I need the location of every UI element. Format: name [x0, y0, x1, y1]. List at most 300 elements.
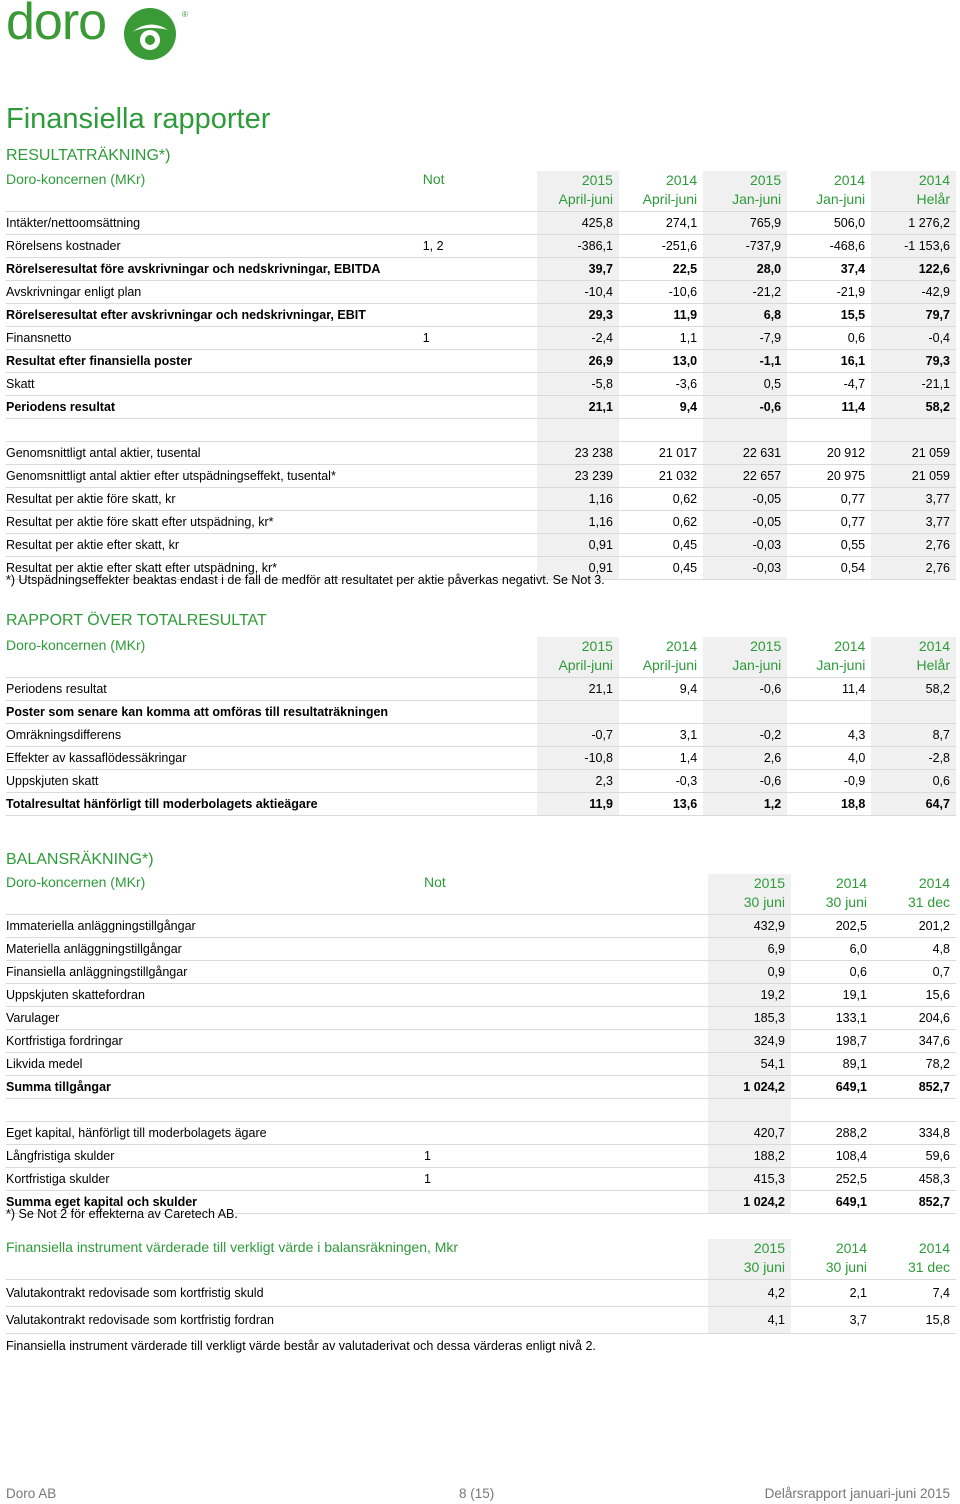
column-period: Jan-juni [816, 191, 866, 207]
table-row [6, 1145, 956, 1168]
value-cell: 13,0 [619, 350, 703, 373]
value-cell: 22,5 [619, 258, 703, 281]
row-not [423, 258, 537, 281]
value-cell: 4,3 [787, 724, 871, 747]
value-cell: 79,3 [871, 350, 956, 373]
row-label: Omräkningsdifferens [6, 724, 537, 747]
column-header-not: Not [424, 874, 708, 915]
value-cell: 4,8 [873, 938, 956, 961]
value-cell: 21,1 [537, 678, 619, 701]
page-title: Finansiella rapporter [6, 103, 271, 135]
row-not [423, 373, 537, 396]
column-header-label: Finansiella instrument värderade till verkligt värde i balansräkningen, Mkr [6, 1239, 708, 1280]
spacer-cell [787, 419, 871, 442]
row-label: Periodens resultat [6, 678, 537, 701]
row-label: Finansnetto [6, 327, 423, 350]
value-cell: 852,7 [873, 1076, 956, 1099]
row-not [424, 1191, 708, 1214]
value-cell: 3,1 [619, 724, 703, 747]
row-label: Eget kapital, hänförligt till moderbolagets ägare [6, 1122, 424, 1145]
table-row [6, 465, 956, 488]
value-cell: 21 059 [871, 465, 956, 488]
column-period: Jan-juni [732, 191, 782, 207]
column-year: 2015 [749, 172, 782, 188]
value-cell: 6,0 [791, 938, 873, 961]
value-cell: 202,5 [791, 915, 873, 938]
column-header [871, 637, 956, 678]
value-cell: 18,8 [787, 793, 871, 816]
column-year: 2014 [835, 875, 867, 891]
value-cell: 11,4 [787, 396, 871, 419]
value-cell: 7,4 [873, 1280, 956, 1307]
value-cell: 0,7 [873, 961, 956, 984]
row-not [423, 511, 537, 534]
value-cell: 13,6 [619, 793, 703, 816]
row-label: Immateriella anläggningstillgångar [6, 915, 424, 938]
table-row [6, 678, 956, 701]
table-row [6, 961, 956, 984]
row-label: Avskrivningar enligt plan [6, 281, 423, 304]
value-cell: 1,16 [537, 511, 619, 534]
value-cell: 11,4 [787, 678, 871, 701]
value-cell: 20 975 [787, 465, 871, 488]
financial-instruments-table [6, 1239, 956, 1334]
row-not: 1 [424, 1168, 708, 1191]
value-cell: 89,1 [791, 1053, 873, 1076]
table-row [6, 770, 956, 793]
column-header [873, 1239, 956, 1280]
table-row [6, 1076, 956, 1099]
row-label: Långfristiga skulder [6, 1145, 424, 1168]
column-period: 31 dec [907, 894, 950, 910]
value-cell: -21,1 [871, 373, 956, 396]
table-header-row [6, 171, 956, 212]
row-not [423, 534, 537, 557]
value-cell: 347,6 [873, 1030, 956, 1053]
value-cell: 274,1 [619, 212, 703, 235]
table-header-row [6, 637, 956, 678]
value-cell: 37,4 [787, 258, 871, 281]
value-cell: -10,4 [537, 281, 619, 304]
spacer-row [6, 419, 956, 442]
value-cell: 29,3 [537, 304, 619, 327]
total-result-title: RAPPORT ÖVER TOTALRESULTAT [6, 612, 267, 629]
row-not [424, 1030, 708, 1053]
spacer-cell [6, 419, 423, 442]
instruments-footnote: Finansiella instrument värderade till verkligt värde består av valutaderivat och dessa värderas enligt nivå 2. [6, 1339, 596, 1353]
row-not [424, 1007, 708, 1030]
value-cell: 458,3 [873, 1168, 956, 1191]
column-year: 2014 [835, 1240, 867, 1256]
spacer-row [6, 1099, 956, 1122]
table-row [6, 1122, 956, 1145]
value-cell: 9,4 [619, 396, 703, 419]
value-cell: 0,77 [787, 488, 871, 511]
column-year: 2015 [750, 638, 782, 654]
value-cell: 201,2 [873, 915, 956, 938]
table-row [6, 793, 956, 816]
table-row [6, 1280, 956, 1307]
table-header-row [6, 1239, 956, 1280]
value-cell: -0,03 [703, 557, 787, 580]
value-cell: 4,1 [708, 1307, 791, 1334]
value-cell [703, 701, 787, 724]
value-cell: -0,6 [703, 396, 787, 419]
row-label: Intäkter/nettoomsättning [6, 212, 423, 235]
column-period: April-juni [558, 657, 613, 673]
value-cell: 79,7 [871, 304, 956, 327]
value-cell: 23 238 [537, 442, 619, 465]
value-cell: 21,1 [537, 396, 619, 419]
table-header-row [6, 874, 956, 915]
column-header [537, 171, 619, 212]
row-label: Periodens resultat [6, 396, 423, 419]
income-statement-title: RESULTATRÄKNING*) [6, 147, 171, 164]
value-cell: -2,8 [871, 747, 956, 770]
value-cell: 649,1 [791, 1076, 873, 1099]
row-label: Rörelsens kostnader [6, 235, 423, 258]
row-not [424, 915, 708, 938]
value-cell: 22 631 [703, 442, 787, 465]
value-cell: 59,6 [873, 1145, 956, 1168]
column-year: 2014 [918, 1240, 950, 1256]
value-cell: -0,3 [619, 770, 703, 793]
row-not [423, 396, 537, 419]
value-cell [537, 701, 619, 724]
value-cell: 11,9 [537, 793, 619, 816]
column-year: 2015 [753, 1240, 785, 1256]
value-cell: 15,8 [873, 1307, 956, 1334]
value-cell: 204,6 [873, 1007, 956, 1030]
row-label: Totalresultat hänförligt till moderbolagets aktieägare [6, 793, 537, 816]
row-label: Finansiella anläggningstillgångar [6, 961, 424, 984]
row-label: Genomsnittligt antal aktier, tusental [6, 442, 423, 465]
table-row [6, 938, 956, 961]
table-row [6, 747, 956, 770]
row-label: Skatt [6, 373, 423, 396]
table-row [6, 1007, 956, 1030]
row-not [424, 1122, 708, 1145]
value-cell: -5,8 [537, 373, 619, 396]
column-year: 2014 [918, 875, 950, 891]
value-cell: 0,6 [791, 961, 873, 984]
column-header [619, 637, 703, 678]
value-cell: 188,2 [708, 1145, 791, 1168]
balance-sheet-table [6, 874, 956, 1214]
column-header [873, 874, 956, 915]
column-year: 2014 [665, 172, 698, 188]
value-cell: -0,2 [703, 724, 787, 747]
value-cell: 19,2 [708, 984, 791, 1007]
value-cell: -7,9 [703, 327, 787, 350]
row-not: 1 [423, 327, 537, 350]
footer-company: Doro AB [6, 1486, 57, 1501]
value-cell: -737,9 [703, 235, 787, 258]
value-cell: 23 239 [537, 465, 619, 488]
footer-report-name: Delårsrapport januari-juni 2015 [764, 1486, 950, 1501]
value-cell: 21 032 [619, 465, 703, 488]
value-cell: 22 657 [703, 465, 787, 488]
column-period: Jan-juni [732, 657, 782, 673]
table-row [6, 915, 956, 938]
value-cell: 133,1 [791, 1007, 873, 1030]
value-cell: 2,1 [791, 1280, 873, 1307]
total-result-table [6, 637, 956, 816]
value-cell: 78,2 [873, 1053, 956, 1076]
row-not [423, 212, 537, 235]
doro-symbol-icon [122, 6, 178, 62]
value-cell: 2,76 [871, 557, 956, 580]
value-cell: -21,2 [703, 281, 787, 304]
row-not [423, 350, 537, 373]
table-row [6, 534, 956, 557]
column-period: Helår [916, 657, 950, 673]
row-not [423, 281, 537, 304]
value-cell [871, 701, 956, 724]
column-header [708, 874, 791, 915]
value-cell: 39,7 [537, 258, 619, 281]
value-cell: 20 912 [787, 442, 871, 465]
value-cell: 0,91 [537, 534, 619, 557]
column-header [619, 171, 703, 212]
row-label: Valutakontrakt redovisade som kortfristig skuld [6, 1280, 708, 1307]
value-cell: 852,7 [873, 1191, 956, 1214]
value-cell: 54,1 [708, 1053, 791, 1076]
value-cell: 9,4 [619, 678, 703, 701]
column-year: 2014 [918, 172, 950, 188]
row-label: Genomsnittligt antal aktier efter utspädningseffekt, tusental* [6, 465, 423, 488]
value-cell: 3,77 [871, 488, 956, 511]
value-cell: -1,1 [703, 350, 787, 373]
value-cell: 0,55 [787, 534, 871, 557]
value-cell: -21,9 [787, 281, 871, 304]
value-cell: 1,1 [619, 327, 703, 350]
value-cell: 3,7 [791, 1307, 873, 1334]
table-row [6, 442, 956, 465]
table-row [6, 1307, 956, 1334]
table-row [6, 235, 956, 258]
column-year: 2015 [753, 875, 785, 891]
value-cell: 432,9 [708, 915, 791, 938]
value-cell: 2,76 [871, 534, 956, 557]
row-label: Resultat per aktie efter skatt, kr [6, 534, 423, 557]
spacer-cell [423, 419, 537, 442]
value-cell: 334,8 [873, 1122, 956, 1145]
row-not [423, 465, 537, 488]
value-cell: 2,6 [703, 747, 787, 770]
column-period: 30 juni [825, 1259, 867, 1275]
value-cell: 3,77 [871, 511, 956, 534]
column-header-label: Doro-koncernen (MKr) [6, 874, 424, 915]
value-cell: 122,6 [871, 258, 956, 281]
spacer-cell [791, 1099, 873, 1122]
column-year: 2015 [581, 172, 613, 188]
value-cell: 0,54 [787, 557, 871, 580]
value-cell: -468,6 [787, 235, 871, 258]
row-label: Effekter av kassaflödessäkringar [6, 747, 537, 770]
value-cell: 185,3 [708, 1007, 791, 1030]
value-cell: -386,1 [537, 235, 619, 258]
value-cell [619, 701, 703, 724]
spacer-cell [703, 419, 787, 442]
value-cell: 0,45 [619, 557, 703, 580]
row-label: Kortfristiga fordringar [6, 1030, 424, 1053]
value-cell: -4,7 [787, 373, 871, 396]
column-period: 30 juni [743, 1259, 785, 1275]
row-label: Summa eget kapital och skulder [6, 1191, 424, 1214]
row-label: Valutakontrakt redovisade som kortfristig fordran [6, 1307, 708, 1334]
table-row [6, 327, 956, 350]
row-not: 1 [424, 1145, 708, 1168]
column-header-label: Doro-koncernen (MKr) [6, 171, 423, 212]
value-cell: -0,7 [537, 724, 619, 747]
row-label: Resultat efter finansiella poster [6, 350, 423, 373]
value-cell: 1,2 [703, 793, 787, 816]
value-cell: 8,7 [871, 724, 956, 747]
table-row [6, 984, 956, 1007]
balance-sheet-title: BALANSRÄKNING*) [6, 851, 154, 868]
column-header [791, 1239, 873, 1280]
column-header-not: Not [423, 171, 537, 212]
value-cell: 4,2 [708, 1280, 791, 1307]
column-period: Helår [916, 191, 950, 207]
value-cell: 21 059 [871, 442, 956, 465]
column-period: April-juni [642, 191, 698, 207]
table-row [6, 350, 956, 373]
row-label: Likvida medel [6, 1053, 424, 1076]
value-cell: -0,05 [703, 488, 787, 511]
value-cell: 1 024,2 [708, 1076, 791, 1099]
spacer-cell [6, 1099, 424, 1122]
column-header [708, 1239, 791, 1280]
footer-page-number: 8 (15) [459, 1486, 495, 1501]
row-not [424, 1076, 708, 1099]
column-period: April-juni [642, 657, 698, 673]
column-year: 2014 [833, 172, 866, 188]
column-header [787, 637, 871, 678]
value-cell: 6,9 [708, 938, 791, 961]
value-cell: 64,7 [871, 793, 956, 816]
column-header-label: Doro-koncernen (MKr) [6, 637, 537, 678]
column-year: 2014 [666, 638, 698, 654]
column-header [703, 637, 787, 678]
value-cell: 19,1 [791, 984, 873, 1007]
row-label: Uppskjuten skatt [6, 770, 537, 793]
row-not [424, 961, 708, 984]
column-period: 31 dec [907, 1259, 950, 1275]
value-cell: 324,9 [708, 1030, 791, 1053]
value-cell: -0,9 [787, 770, 871, 793]
row-label: Resultat per aktie efter skatt efter utspädning, kr* [6, 557, 423, 580]
table-row [6, 511, 956, 534]
table-row [6, 724, 956, 747]
value-cell: 1,16 [537, 488, 619, 511]
row-not [424, 984, 708, 1007]
value-cell: -0,6 [703, 678, 787, 701]
column-header [703, 171, 787, 212]
column-period: 30 juni [743, 894, 785, 910]
row-not [424, 938, 708, 961]
row-label: Poster som senare kan komma att omföras till resultaträkningen [6, 701, 537, 724]
column-year: 2014 [918, 638, 950, 654]
value-cell: 506,0 [787, 212, 871, 235]
spacer-cell [708, 1099, 791, 1122]
value-cell: -0,6 [703, 770, 787, 793]
value-cell: 4,0 [787, 747, 871, 770]
value-cell: 16,1 [787, 350, 871, 373]
value-cell: 26,9 [537, 350, 619, 373]
row-not [423, 304, 537, 327]
value-cell: 198,7 [791, 1030, 873, 1053]
value-cell: 21 017 [619, 442, 703, 465]
row-not: 1, 2 [423, 235, 537, 258]
value-cell: -10,6 [619, 281, 703, 304]
value-cell: 0,45 [619, 534, 703, 557]
column-period: April-juni [558, 191, 613, 207]
table-row [6, 258, 956, 281]
value-cell: 649,1 [791, 1191, 873, 1214]
table-row [6, 701, 956, 724]
value-cell: 0,62 [619, 488, 703, 511]
column-header [791, 874, 873, 915]
value-cell: -3,6 [619, 373, 703, 396]
value-cell: 108,4 [791, 1145, 873, 1168]
table-row [6, 281, 956, 304]
value-cell: 0,62 [619, 511, 703, 534]
row-label: Summa tillgångar [6, 1076, 424, 1099]
table-row [6, 1053, 956, 1076]
table-row [6, 304, 956, 327]
column-year: 2014 [834, 638, 866, 654]
value-cell: 1 024,2 [708, 1191, 791, 1214]
row-label: Rörelseresultat före avskrivningar och nedskrivningar, EBITDA [6, 258, 423, 281]
value-cell: -2,4 [537, 327, 619, 350]
row-label: Kortfristiga skulder [6, 1168, 424, 1191]
value-cell: 2,3 [537, 770, 619, 793]
registered-mark: ® [182, 10, 188, 19]
value-cell: 15,6 [873, 984, 956, 1007]
value-cell: 28,0 [703, 258, 787, 281]
column-period: 30 juni [825, 894, 867, 910]
row-not [424, 1053, 708, 1076]
spacer-cell [873, 1099, 956, 1122]
column-period: Jan-juni [816, 657, 866, 673]
value-cell: 420,7 [708, 1122, 791, 1145]
value-cell: 288,2 [791, 1122, 873, 1145]
value-cell: 6,8 [703, 304, 787, 327]
spacer-cell [871, 419, 956, 442]
row-label: Varulager [6, 1007, 424, 1030]
column-header [787, 171, 871, 212]
table-row [6, 1168, 956, 1191]
table-row [6, 488, 956, 511]
income-statement-table [6, 171, 956, 580]
value-cell: -0,03 [703, 534, 787, 557]
row-label: Rörelseresultat efter avskrivningar och nedskrivningar, EBIT [6, 304, 423, 327]
value-cell: -10,8 [537, 747, 619, 770]
value-cell [787, 701, 871, 724]
spacer-cell [424, 1099, 708, 1122]
table-row [6, 396, 956, 419]
value-cell: -251,6 [619, 235, 703, 258]
value-cell: 0,77 [787, 511, 871, 534]
value-cell: 15,5 [787, 304, 871, 327]
row-not [423, 488, 537, 511]
value-cell: 765,9 [703, 212, 787, 235]
value-cell: 252,5 [791, 1168, 873, 1191]
value-cell: 0,6 [871, 770, 956, 793]
table-row [6, 373, 956, 396]
